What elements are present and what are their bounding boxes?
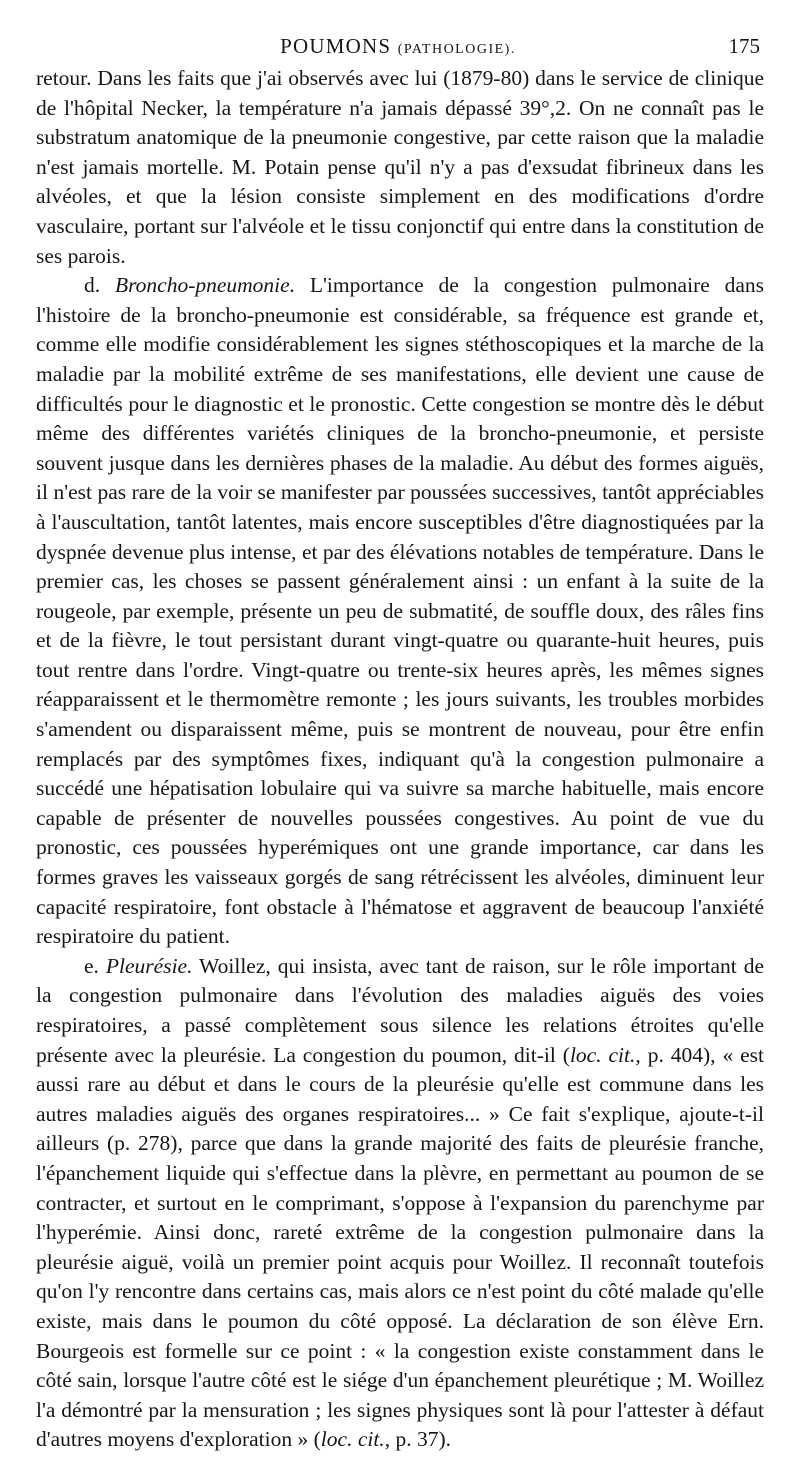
citation-loc-cit: loc. cit. [320, 1427, 385, 1452]
body-text [36, 64, 764, 1455]
running-title-sub: (PATHOLOGIE). [397, 42, 516, 57]
section-d-title: Broncho-pneumonie. [114, 273, 296, 298]
page-number: 175 [728, 34, 760, 58]
section-e-text-3: , p. 37). [384, 1427, 451, 1452]
section-e-title: Pleurésie. [105, 953, 193, 978]
section-d-label: d. [84, 273, 101, 298]
citation-loc-cit: loc. cit. [569, 1042, 636, 1067]
running-header [36, 34, 760, 60]
paragraph-continuation: retour. Dans les faits que j'ai observés avec lui (1879-80) dans le service de clinique de l'hôpital Necker, la température n'a jamais dépassé 39°,2. On ne connaît pas le substratum anatomique de la pneumonie congestive, par cette raison que la maladie n'est jamais mortelle. M. Potain pense qu'il n'y a pas d'exsudat fibrineux dans les alvéoles, et que la lésion consiste simplement en des modifications d'ordre vasculaire, portant sur l'alvéole et le tissu conjonctif qui entre dans la constitution de ses parois. [36, 66, 764, 268]
section-e-text-2: , p. 404), « est aussi rare au début et dans le cours de la pleurésie qu'elle est commune dans les autres maladies aiguës des organes respiratoires... » Ce fait s'explique, ajoute-t-il ailleurs (p. 278), parce que dans la grande majorité des faits de pleurésie franche, l'épanchement liquide qui s'effectue dans la plèvre, en permettant au poumon de se contracter, et surtout en le comprimant, s'oppose à l'expansion du parenchyme par l'hyperémie. Ainsi donc, rareté extrême de la congestion pulmonaire dans la pleurésie aiguë, voilà un premier point acquis pour Woillez. Il reconnaît toutefois qu'on l'y rencontre dans certains cas, mais alors ce n'est point du côté malade qu'elle existe, mais dans le poumon du côté opposé. La déclaration de son élève Ern. Bourgeois est formelle sur ce point : « la congestion existe constamment dans le côté sain, lorsque l'autre côté est le siége d'un épanchement pleurétique ; M. Woillez l'a démontré par la mensuration ; les signes physiques sont là pour l'attester à défaut d'autres moyens d'exploration » ( [36, 1042, 765, 1452]
section-e-pleuresie [36, 952, 764, 1455]
section-e-label: e. [84, 953, 99, 978]
running-title [36, 34, 760, 59]
section-d-broncho-pneumonie [36, 271, 764, 952]
running-title-main: POUMONS [280, 34, 392, 58]
section-d-text: L'importance de la congestion pulmonaire dans l'histoire de la broncho-pneumonie est considérable, sa fréquence est grande et, comme elle modifie considérablement les signes stéthoscopiques et la marche de la maladie par la mobilité extrême de ses manifestations, elle devient une cause de difficultés pour le diagnostic et le pronostic. Cette congestion se montre dès le début même des différentes variétés cliniques de la broncho-pneumonie, et persiste souvent jusque dans les dernières phases de la maladie. Au début des formes aiguës, il n'est pas rare de la voir se manifester par poussées successives, tantôt appréciables à l'auscultation, tantôt latentes, mais encore susceptibles d'être diagnostiquées par la dyspnée devenue plus intense, et par des élévations notables de température. Dans le premier cas, les choses se passent généralement ainsi : un enfant à la suite de la rougeole, par exemple, présente un peu de submatité, de souffle doux, des râles fins et de la fièvre, le tout persistant durant vingt-quatre ou quarante-huit heures, puis tout rentre dans l'ordre. Vingt-quatre ou trente-six heures après, les mêmes signes réapparaissent et le thermomètre remonte ; les jours suivants, les troubles morbides s'amendent ou disparaissent même, puis se montrent de nouveau, pour être enfin remplacés par des symptômes fixes, indiquant qu'à la congestion pulmonaire a succédé une hépatisation lobulaire qui va suivre sa marche habituelle, mais encore capable de présenter de nouvelles poussées congestives. Au point de vue du pronostic, ces poussées hyperémiques ont une grande importance, car dans les formes graves les vaisseaux gorgés de sang rétrécissent les alvéoles, diminuent leur capacité respiratoire, font obstacle à l'hématose et aggravent de beaucoup l'anxiété respiratoire du patient. [36, 273, 765, 949]
section-e-text-1: Woillez, qui insista, avec tant de raison, sur le rôle important de la congestion pulmonaire dans l'évolution des maladies aiguës des voies respiratoires, a passé complètement sous silence les relations étroites qu'elle présente avec la pleurésie. La congestion du poumon, dit-il ( [36, 953, 765, 1067]
